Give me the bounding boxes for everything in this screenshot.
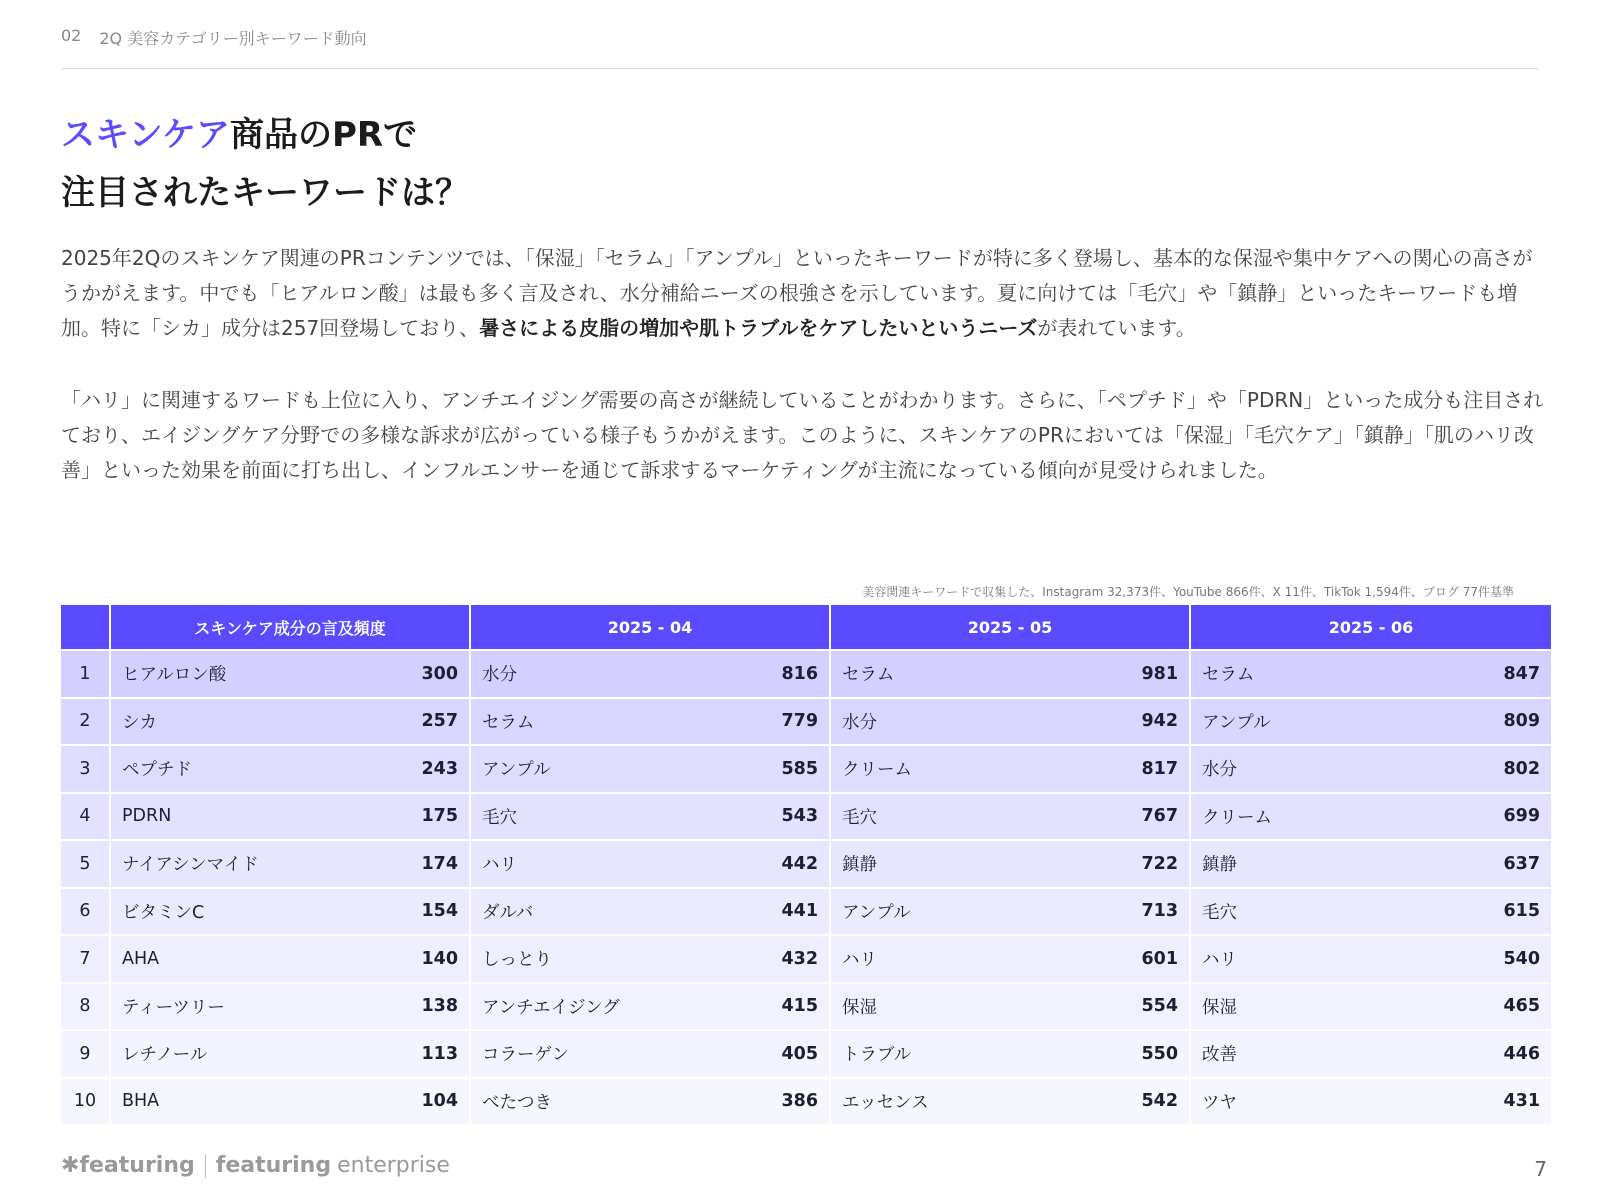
keyword-count: 300 (421, 663, 458, 684)
keyword-count: 601 (1141, 948, 1178, 969)
page-header (61, 22, 1539, 69)
table-row (61, 699, 1551, 747)
keyword-count: 140 (421, 948, 458, 969)
keyword-label: エッセンス (842, 1092, 929, 1113)
table-row (61, 1079, 1551, 1127)
keyword-label: ツヤ (1202, 1092, 1237, 1113)
keyword-label: レチノール (122, 1045, 208, 1066)
page-number: 7 (1534, 1157, 1547, 1181)
keyword-cell (831, 889, 1191, 937)
keyword-count: 543 (781, 806, 818, 827)
keyword-cell (471, 936, 831, 984)
keyword-label: アンチエイジング (482, 997, 620, 1018)
keyword-label: クリーム (842, 760, 912, 781)
keyword-count: 981 (1141, 663, 1178, 684)
keyword-cell (831, 1031, 1191, 1079)
keyword-cell (471, 746, 831, 794)
summary-paragraph-2: 「ハリ」に関連するワードも上位に入り、アンチエイジング需要の高さが継続していることがわかります。さらに、「ペプチド」や「PDRN」といった成分も注目されており、エイジングケア分野での多様な訴求が広がっている様子もうかがえます。このように、スキンケアのPRにおいては「保湿」「毛穴ケア」「鎮静」「肌のハリ改善」といった効果を前面に打ち出し、インフルエンサーを通じて訴求するマーケティングが主流になっている傾向が見受けられました。 (61, 388, 1544, 482)
keyword-cell (471, 1079, 831, 1127)
keyword-label: べたつき (482, 1092, 552, 1113)
title-line1: 商品のPRで (229, 115, 418, 155)
table-row (61, 651, 1551, 699)
keyword-label: アンプル (482, 760, 551, 781)
table-header-row (61, 605, 1551, 651)
table-source-note: 美容関連キーワードで収集した、Instagram 32,373件、YouTube 866件、X 11件、TikTok 1,594件、ブログ 77件基準 (862, 585, 1514, 599)
keyword-cell (111, 889, 471, 937)
keyword-count: 722 (1141, 853, 1178, 874)
keyword-label: 改善 (1202, 1045, 1237, 1066)
keyword-cell (111, 984, 471, 1032)
keyword-count: 542 (1141, 1091, 1178, 1112)
keyword-label: セラム (482, 712, 535, 733)
keyword-cell (1191, 699, 1551, 747)
keyword-cell (1191, 936, 1551, 984)
keyword-cell (1191, 651, 1551, 699)
keyword-label: 水分 (842, 712, 877, 733)
rank-cell: 4 (61, 794, 111, 842)
summary-paragraph-1: 2025年2Qのスキンケア関連のPRコンテンツでは、「保湿」「セラム」「アンプル」といったキーワードが特に多く登場し、基本的な保湿や集中ケアへの関心の高さがうかがえます。中でも「ヒアルロン酸」は最も多く言及され、水分補給ニーズの根強さを示しています。夏に向けては「毛穴」や「鎮静」といったキーワードも増加。特に「シカ」成分は257回登場しており、暑さによる皮脂の増加や肌トラブルをケアしたいというニーズが表れています。 (61, 246, 1533, 340)
keyword-label: 鎮静 (842, 855, 877, 876)
keyword-label: ティーツリー (122, 997, 225, 1018)
keyword-cell (471, 651, 831, 699)
column-header: 2025 - 04 (471, 605, 831, 651)
keyword-count: 174 (421, 853, 458, 874)
column-header: 2025 - 06 (1191, 605, 1551, 651)
keyword-label: しっとり (482, 950, 552, 971)
rank-cell: 7 (61, 936, 111, 984)
keyword-cell (471, 1031, 831, 1079)
keyword-cell (831, 794, 1191, 842)
enterprise-logo-suffix: enterprise (337, 1153, 450, 1178)
keyword-label: ペプチド (122, 760, 192, 781)
keyword-cell (1191, 889, 1551, 937)
keyword-cell (1191, 1079, 1551, 1127)
keyword-count: 386 (781, 1091, 818, 1112)
page-title (61, 106, 469, 222)
keyword-count: 554 (1141, 996, 1178, 1017)
keyword-label: アンプル (842, 902, 911, 923)
table-row (61, 984, 1551, 1032)
column-header: 2025 - 05 (831, 605, 1191, 651)
keyword-cell (111, 841, 471, 889)
keyword-label: BHA (122, 1091, 160, 1112)
keyword-count: 540 (1503, 948, 1540, 969)
rank-cell: 6 (61, 889, 111, 937)
keyword-cell (471, 984, 831, 1032)
keyword-count: 104 (421, 1091, 458, 1112)
keyword-cell (831, 746, 1191, 794)
keyword-cell (111, 1079, 471, 1127)
keyword-label: 毛穴 (842, 807, 877, 828)
keyword-cell (1191, 841, 1551, 889)
keyword-ranking-table (61, 605, 1551, 1126)
keyword-cell (111, 794, 471, 842)
rank-header (61, 605, 111, 651)
keyword-count: 767 (1141, 806, 1178, 827)
highlight-text: 暑さによる皮脂の増加や肌トラブルをケアしたいというニーズ (479, 316, 1038, 340)
keyword-cell (831, 984, 1191, 1032)
keyword-label: ハリ (1202, 950, 1237, 971)
section-number: 02 (61, 26, 82, 45)
keyword-count: 138 (421, 996, 458, 1017)
keyword-count: 415 (781, 996, 818, 1017)
keyword-cell (111, 699, 471, 747)
keyword-label: アンプル (1202, 712, 1271, 733)
keyword-label: PDRN (122, 806, 172, 827)
keyword-label: トラブル (842, 1045, 912, 1066)
keyword-count: 817 (1141, 758, 1178, 779)
keyword-count: 154 (421, 901, 458, 922)
keyword-count: 802 (1503, 758, 1540, 779)
keyword-count: 779 (781, 711, 818, 732)
keyword-count: 816 (781, 663, 818, 684)
keyword-label: 水分 (1202, 760, 1237, 781)
keyword-cell (471, 794, 831, 842)
keyword-count: 585 (781, 758, 818, 779)
keyword-cell (471, 889, 831, 937)
keyword-count: 465 (1503, 996, 1540, 1017)
keyword-count: 809 (1503, 711, 1540, 732)
keyword-label: セラム (842, 665, 895, 686)
rank-cell: 5 (61, 841, 111, 889)
keyword-count: 446 (1503, 1043, 1540, 1064)
keyword-count: 405 (781, 1043, 818, 1064)
table-row (61, 936, 1551, 984)
keyword-label: クリーム (1202, 807, 1272, 828)
keyword-count: 550 (1141, 1043, 1178, 1064)
keyword-label: ハリ (482, 855, 517, 876)
keyword-label: ビタミンC (122, 902, 205, 923)
keyword-count: 175 (421, 806, 458, 827)
keyword-cell (831, 841, 1191, 889)
keyword-cell (471, 841, 831, 889)
keyword-cell (111, 936, 471, 984)
keyword-label: ヒアルロン酸 (122, 665, 227, 686)
rank-cell: 10 (61, 1079, 111, 1127)
keyword-count: 699 (1503, 806, 1540, 827)
keyword-count: 113 (421, 1043, 458, 1064)
keyword-cell (831, 936, 1191, 984)
table-row (61, 794, 1551, 842)
rank-cell: 8 (61, 984, 111, 1032)
keyword-label: 毛穴 (1202, 902, 1237, 923)
keyword-label: セラム (1202, 665, 1255, 686)
footer-logo (61, 1153, 450, 1178)
keyword-cell (1191, 1031, 1551, 1079)
keyword-label: 毛穴 (482, 807, 517, 828)
keyword-cell (111, 651, 471, 699)
table-row (61, 889, 1551, 937)
keyword-cell (471, 699, 831, 747)
title-accent: スキンケア (61, 115, 230, 155)
table-row (61, 841, 1551, 889)
keyword-cell (1191, 794, 1551, 842)
logo-divider (205, 1154, 206, 1178)
rank-cell: 2 (61, 699, 111, 747)
title-line2: 注目されたキーワードは？ (61, 173, 469, 213)
keyword-cell (111, 1031, 471, 1079)
keyword-cell (831, 699, 1191, 747)
keyword-count: 243 (421, 758, 458, 779)
keyword-count: 713 (1141, 901, 1178, 922)
section-title: 2Q 美容カテゴリー別キーワード動向 (99, 29, 367, 48)
keyword-count: 615 (1503, 901, 1540, 922)
enterprise-logo-brand: featuring (215, 1153, 332, 1178)
keyword-count: 431 (1503, 1091, 1540, 1112)
keyword-count: 257 (421, 711, 458, 732)
keyword-cell (111, 746, 471, 794)
keyword-cell (831, 651, 1191, 699)
rank-cell: 3 (61, 746, 111, 794)
keyword-label: AHA (122, 948, 160, 969)
keyword-label: 保湿 (1202, 997, 1237, 1018)
keyword-label: 保湿 (842, 997, 877, 1018)
keyword-cell (831, 1079, 1191, 1127)
keyword-label: ダルバ (482, 902, 534, 923)
keyword-label: ナイアシンマイド (122, 855, 259, 876)
rank-cell: 1 (61, 651, 111, 699)
keyword-label: 水分 (482, 665, 517, 686)
keyword-count: 441 (781, 901, 818, 922)
keyword-count: 942 (1141, 711, 1178, 732)
column-header: スキンケア成分の言及頻度 (111, 605, 471, 651)
rank-cell: 9 (61, 1031, 111, 1079)
keyword-count: 432 (781, 948, 818, 969)
table-row (61, 746, 1551, 794)
keyword-label: シカ (122, 712, 157, 733)
table-body (61, 651, 1551, 1126)
keyword-count: 847 (1503, 663, 1540, 684)
keyword-label: コラーゲン (482, 1045, 570, 1066)
keyword-cell (1191, 746, 1551, 794)
keyword-count: 637 (1503, 853, 1540, 874)
featuring-logo: ✱featuring (61, 1153, 195, 1178)
table-row (61, 1031, 1551, 1079)
keyword-label: ハリ (842, 950, 877, 971)
keyword-label: 鎮静 (1202, 855, 1237, 876)
keyword-count: 442 (781, 853, 818, 874)
keyword-cell (1191, 984, 1551, 1032)
